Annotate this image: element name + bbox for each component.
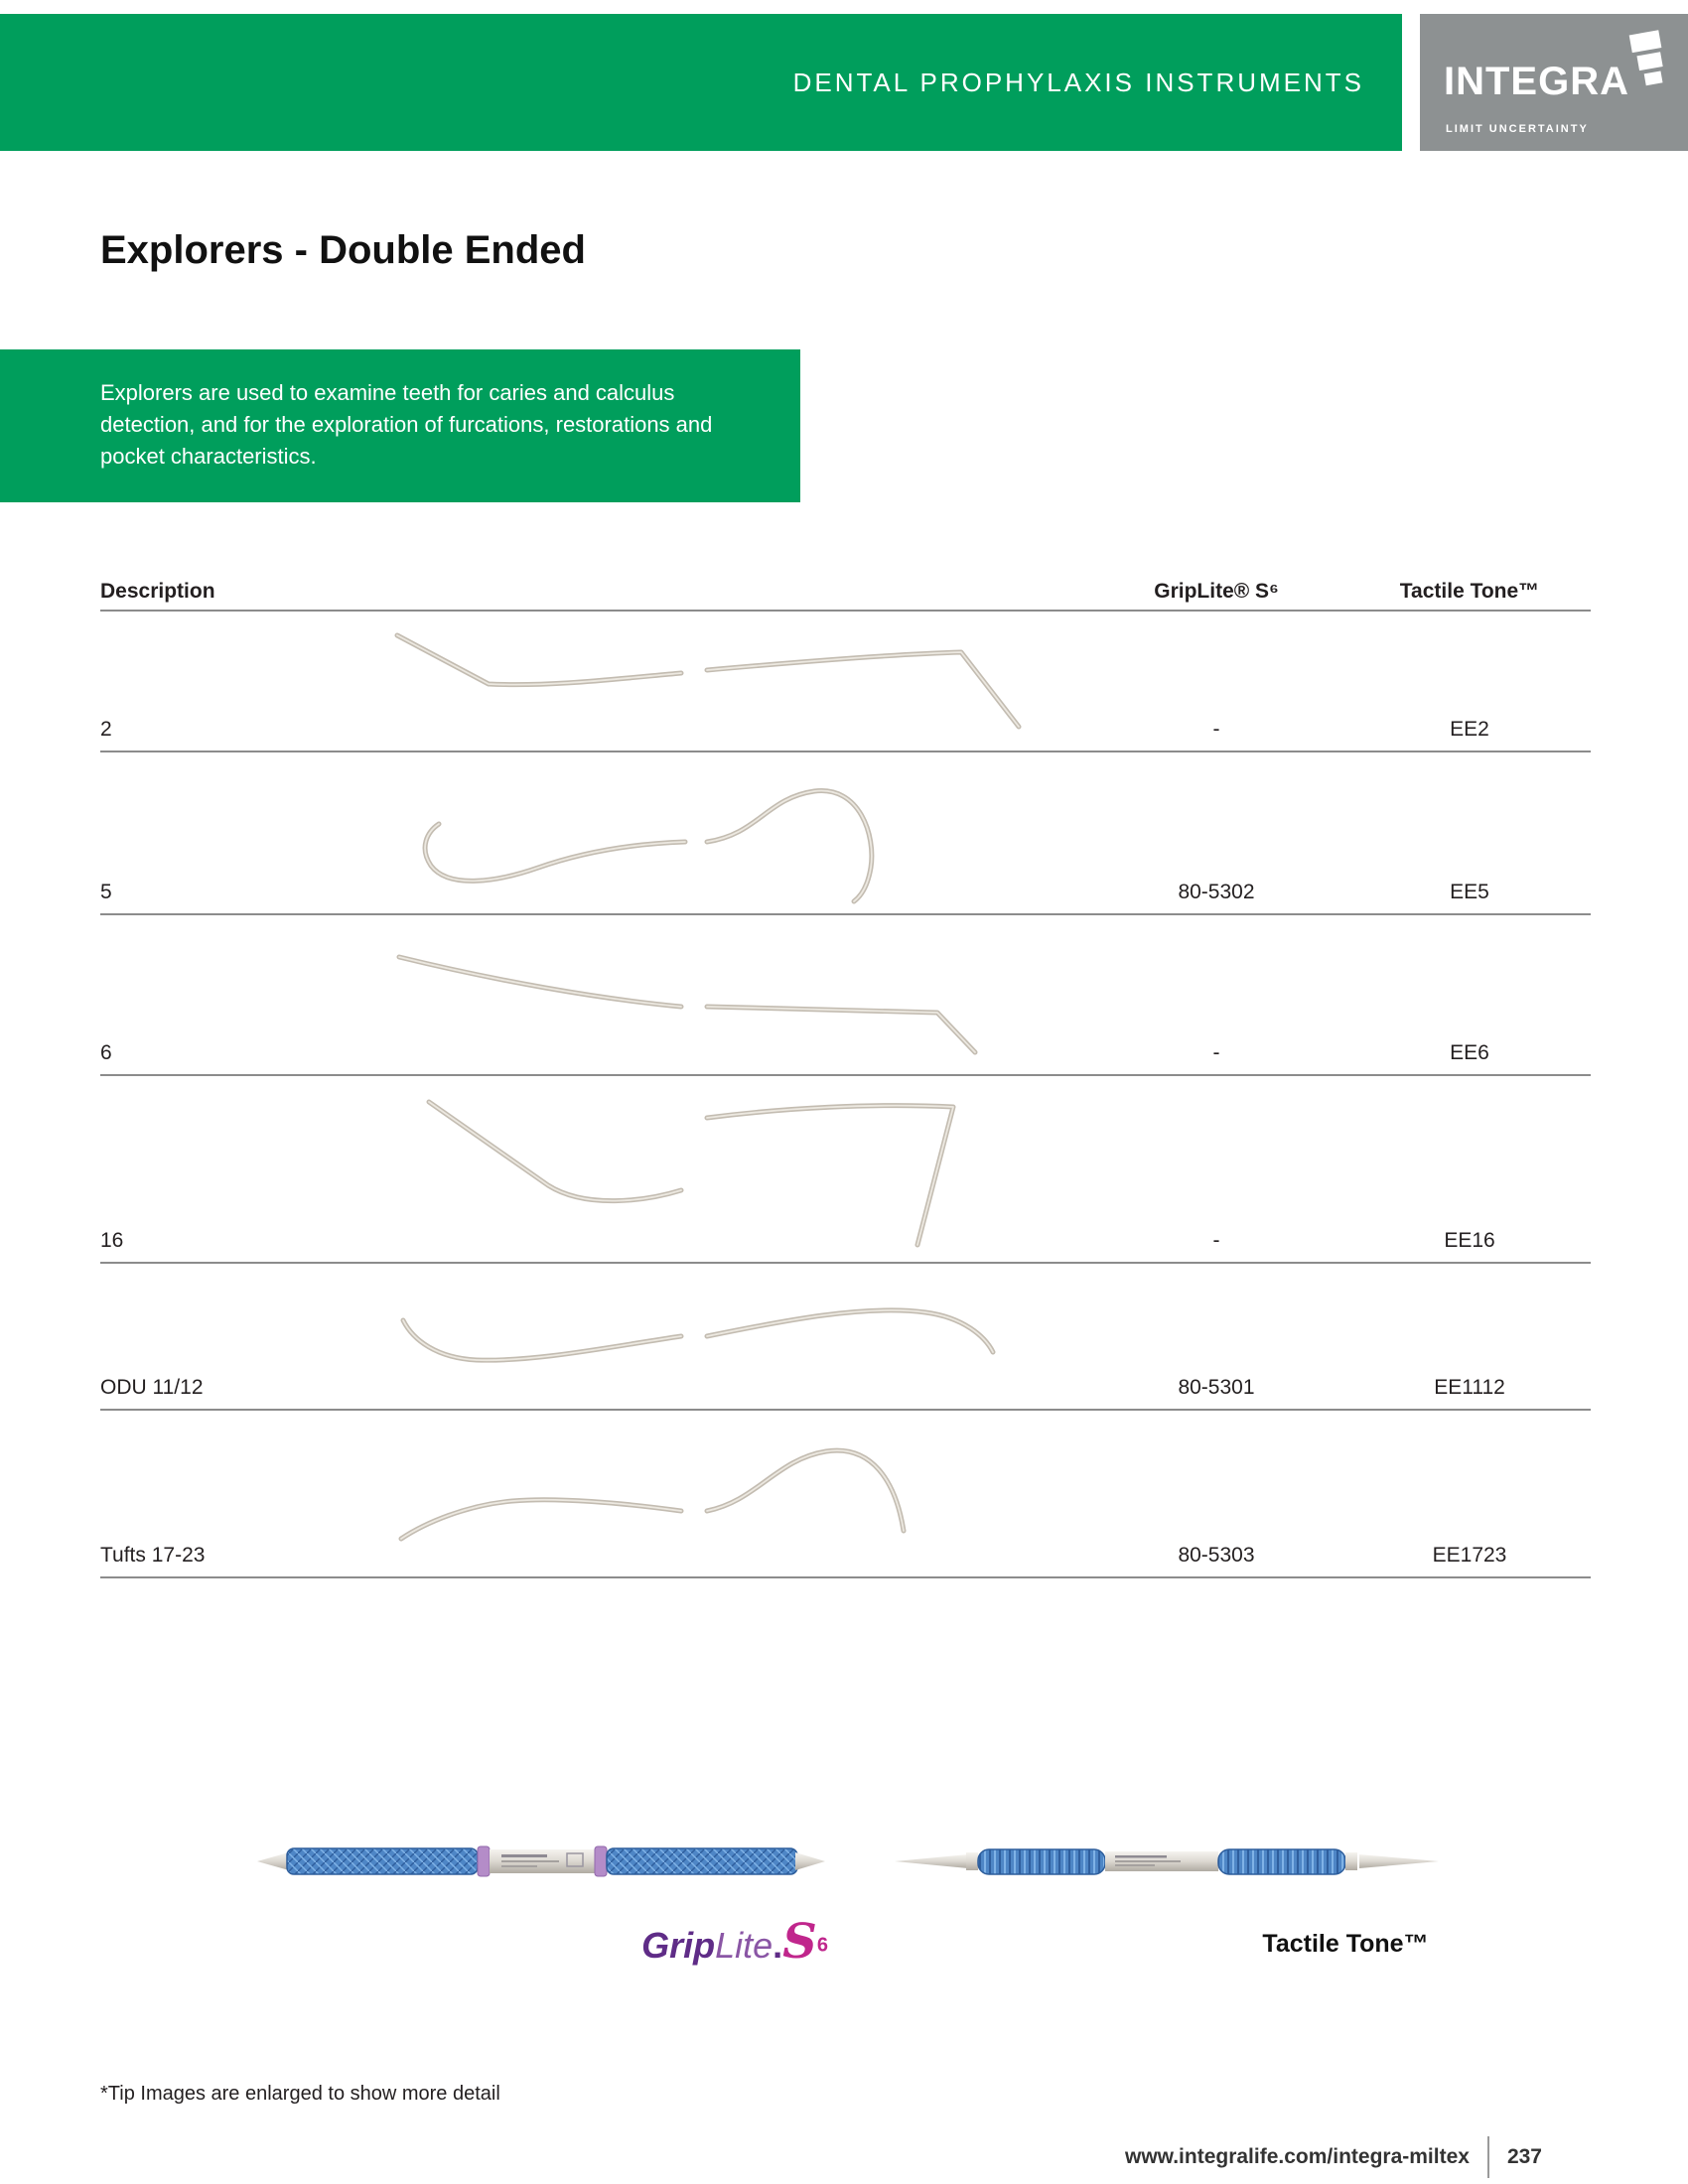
instrument-image-ee1112 bbox=[318, 1289, 1053, 1398]
instrument-image-ee6 bbox=[318, 941, 1053, 1066]
row-description: 6 bbox=[100, 1041, 112, 1064]
row-description: 5 bbox=[100, 881, 112, 903]
tactile-handle-image bbox=[889, 1827, 1445, 1901]
page-title: Explorers - Double Ended bbox=[100, 228, 586, 272]
column-header-griplite: GripLite® S⁶ bbox=[1154, 580, 1279, 603]
table-rule bbox=[100, 913, 1591, 915]
row-tactile-number: EE6 bbox=[1450, 1041, 1489, 1064]
table-rule bbox=[100, 1409, 1591, 1411]
brand-name: INTEGRA bbox=[1444, 60, 1629, 103]
header-bar bbox=[0, 14, 1402, 151]
row-tactile-number: EE2 bbox=[1450, 718, 1489, 741]
row-tactile-number: EE16 bbox=[1444, 1229, 1495, 1252]
row-description: ODU 11/12 bbox=[100, 1376, 204, 1399]
table-rule bbox=[100, 751, 1591, 752]
griplite-logo-superscript: 6 bbox=[816, 1934, 828, 1957]
instrument-image-ee2 bbox=[318, 617, 1053, 735]
table-rule bbox=[100, 1576, 1591, 1578]
table-rule bbox=[100, 1074, 1591, 1076]
row-tactile-number: EE5 bbox=[1450, 881, 1489, 903]
column-header-description: Description bbox=[100, 580, 215, 603]
page-footer bbox=[1125, 2136, 1542, 2178]
page-number: 237 bbox=[1506, 2145, 1542, 2168]
griplite-logo-dot: . bbox=[773, 1925, 783, 1966]
instrument-image-ee5 bbox=[318, 782, 1053, 905]
integra-blocks-icon bbox=[1626, 30, 1676, 104]
row-griplite-number: 80-5303 bbox=[1178, 1544, 1255, 1567]
row-tactile-number: EE1112 bbox=[1434, 1376, 1505, 1399]
row-griplite-number: 80-5302 bbox=[1178, 881, 1255, 903]
row-griplite-number: - bbox=[1212, 1041, 1220, 1064]
instrument-image-ee16 bbox=[318, 1094, 1053, 1251]
integra-logo bbox=[1420, 14, 1688, 151]
row-griplite-number: - bbox=[1212, 718, 1220, 741]
footer-divider bbox=[1487, 2136, 1489, 2178]
griplite-logo-s: S bbox=[782, 1914, 817, 1970]
row-tactile-number: EE1723 bbox=[1432, 1544, 1507, 1567]
griplite-logo bbox=[556, 1914, 914, 1970]
intro-box bbox=[0, 349, 800, 502]
brand-tagline: LIMIT UNCERTAINTY bbox=[1446, 123, 1589, 135]
griplite-handle-image bbox=[253, 1827, 829, 1901]
header-title: DENTAL PROPHYLAXIS INSTRUMENTS bbox=[792, 67, 1364, 97]
column-header-tactile: Tactile Tone™ bbox=[1399, 580, 1540, 603]
row-griplite-number: - bbox=[1212, 1229, 1220, 1252]
table-rule bbox=[100, 1262, 1591, 1264]
table-rule bbox=[100, 610, 1591, 612]
griplite-logo-grip: Grip bbox=[641, 1925, 716, 1966]
row-griplite-number: 80-5301 bbox=[1178, 1376, 1255, 1399]
tactile-tone-label: Tactile Tone™ bbox=[1262, 1930, 1429, 1958]
footnote: *Tip Images are enlarged to show more detail bbox=[100, 2083, 500, 2105]
intro-text: Explorers are used to examine teeth for caries and calculus detection, and for the exploration of furcations, restorations and pocket characteristics. bbox=[100, 380, 713, 469]
griplite-logo-lite: Lite bbox=[715, 1925, 774, 1966]
row-description: Tufts 17-23 bbox=[100, 1544, 206, 1567]
row-description: 2 bbox=[100, 718, 112, 741]
instrument-image-ee1723 bbox=[318, 1437, 1053, 1565]
footer-url-link[interactable]: www.integralife.com/integra-miltex bbox=[1124, 2145, 1470, 2168]
row-description: 16 bbox=[100, 1229, 124, 1252]
